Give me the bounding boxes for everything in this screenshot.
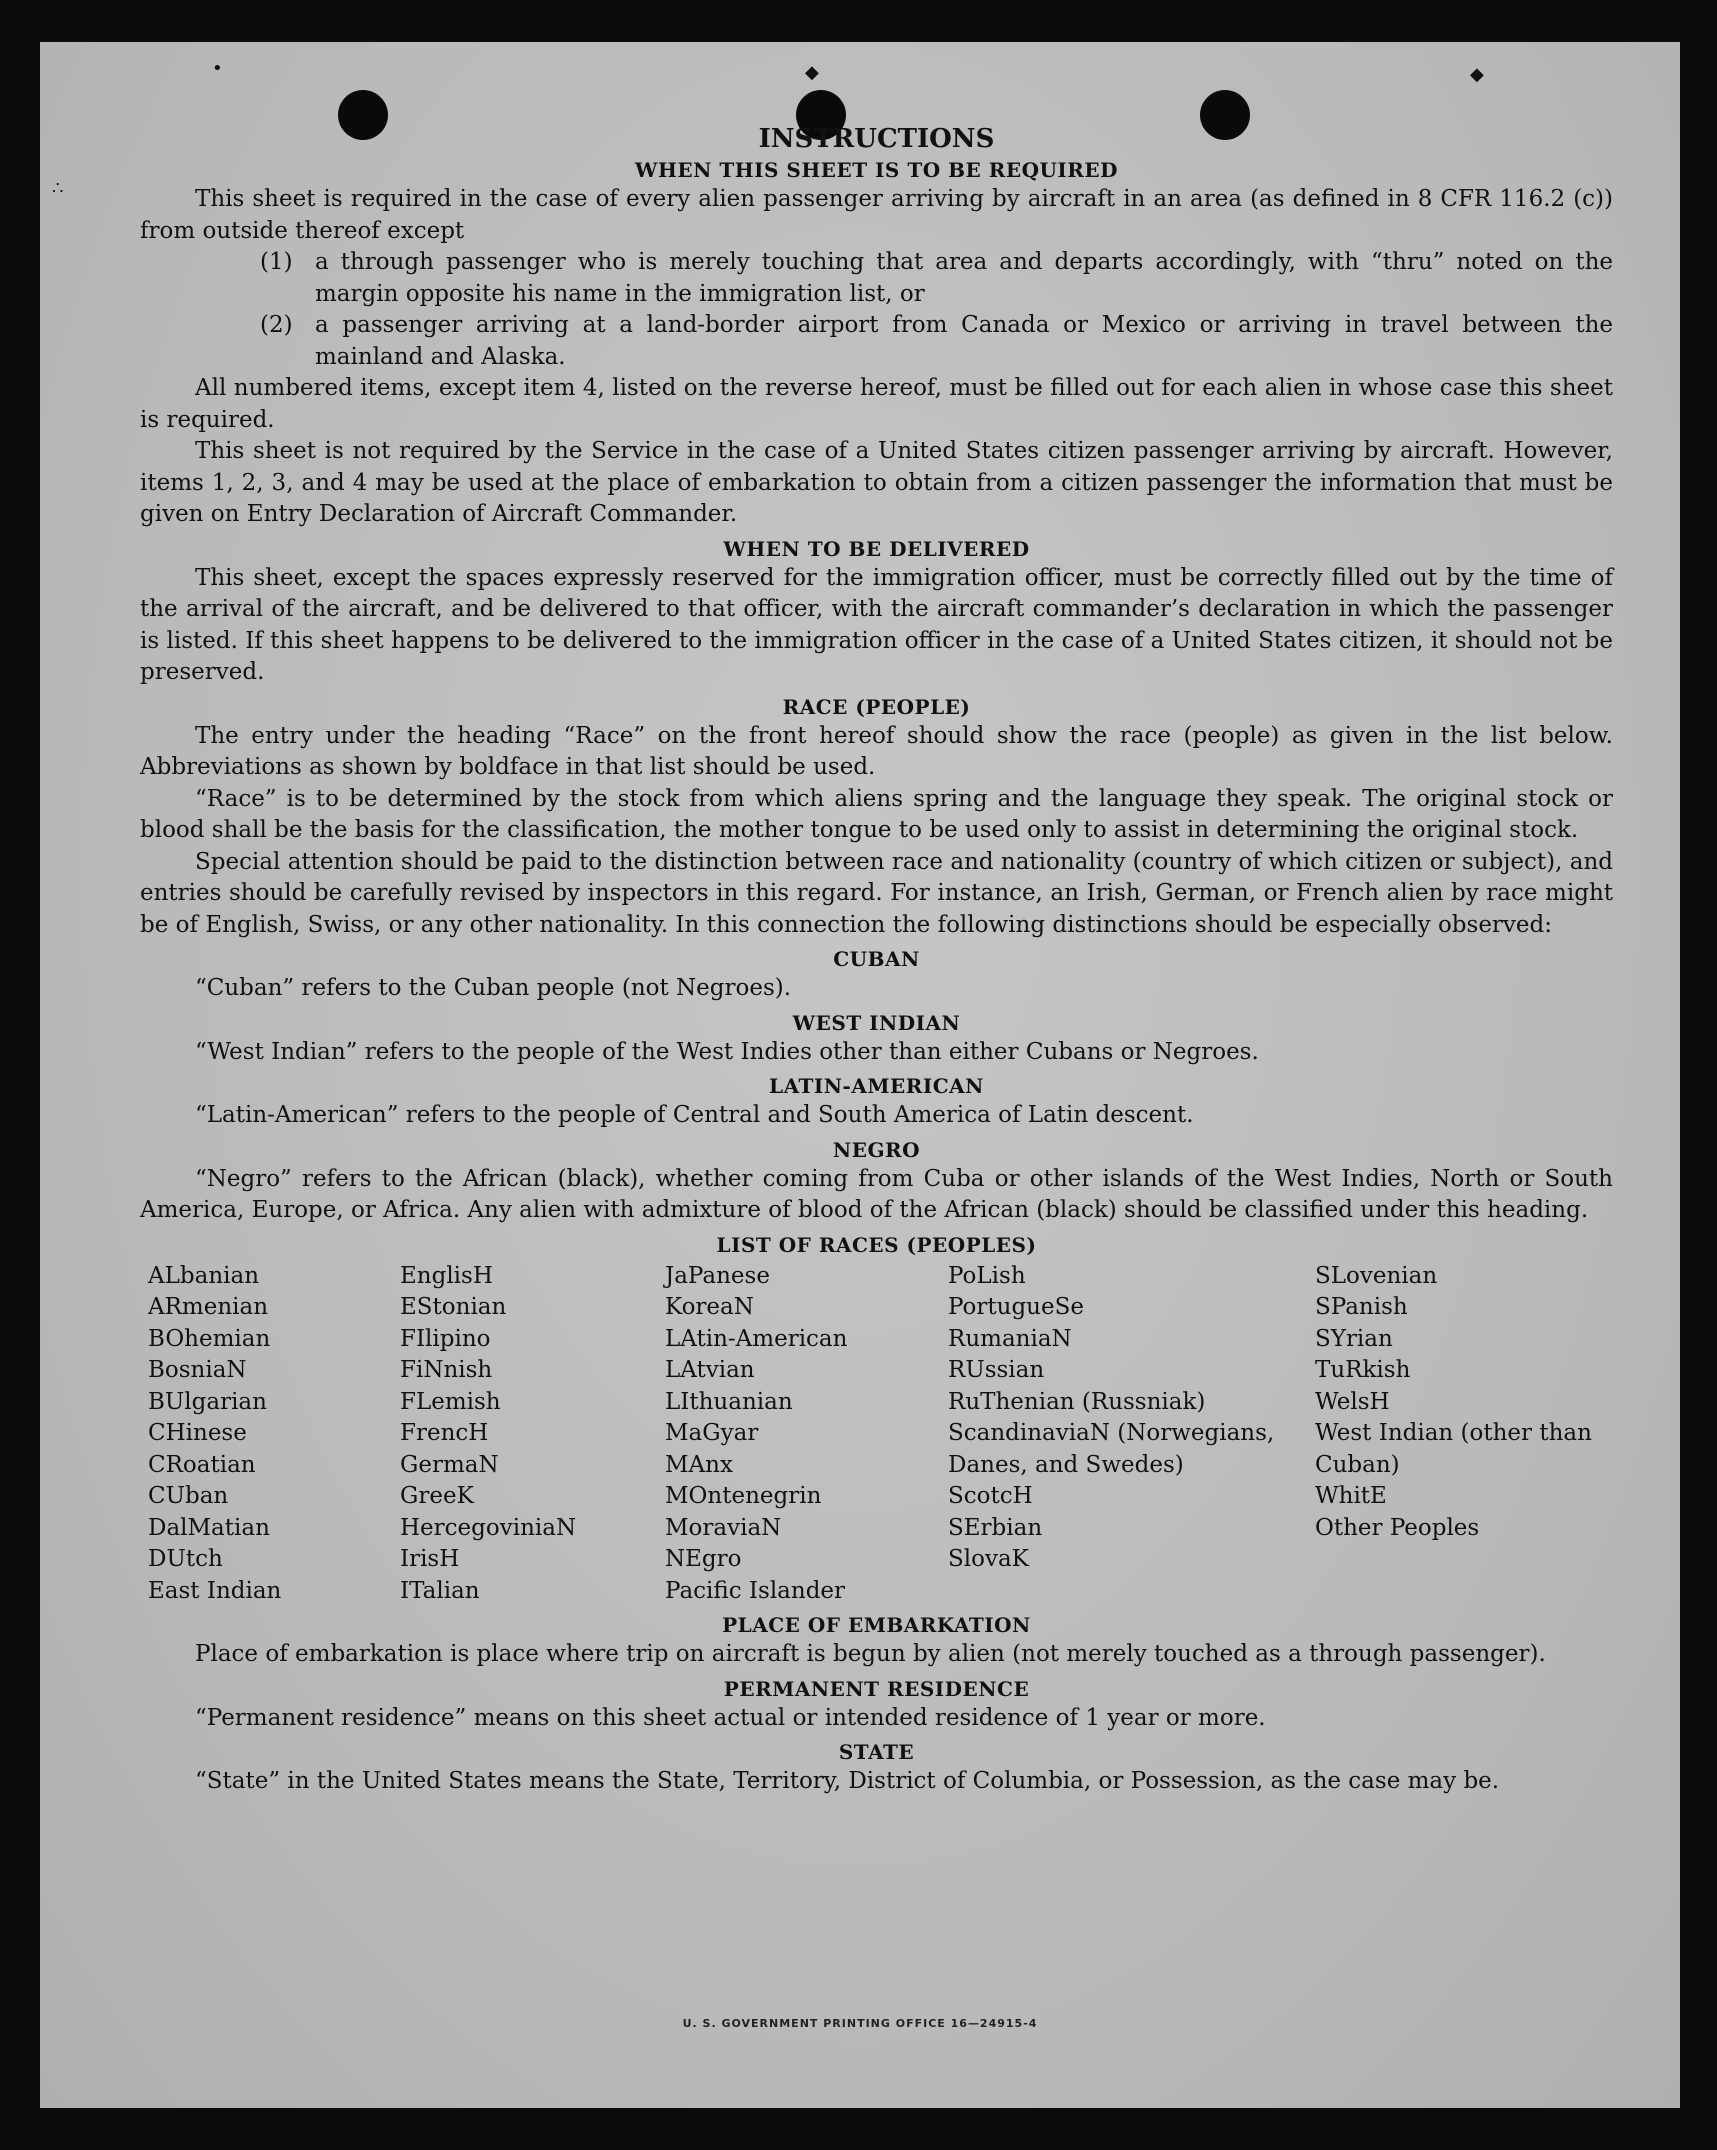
item-text: a passenger arriving at a land-border airport from Canada or Mexico or arriving in travel between the mainland and Alaska. [315, 312, 1613, 370]
race-column [665, 1261, 948, 1608]
race-item: ALbanian [148, 1262, 260, 1289]
race-item: SlovaK [948, 1546, 1029, 1572]
race-item: MoraviaN [665, 1514, 782, 1541]
citizen-paragraph: This sheet is not required by the Service in the case of a United States citizen passenger arriving by aircraft. However, items 1, 2, 3, and 4 may be used at the place of embarkation to obtain from a citizen passenger the information that must be given on Entry Declaration of Aircraft Commander. [140, 438, 1613, 527]
item-number: (1) [260, 249, 293, 275]
heading-state: STATE [838, 1740, 915, 1764]
latin-american-paragraph: “Latin-American” refers to the people of Central and South America of Latin descent. [195, 1102, 1194, 1128]
heading-place-of-embarkation: PLACE OF EMBARKATION [722, 1613, 1031, 1637]
race-item: BosniaN [148, 1357, 247, 1383]
race-item: ITalian [400, 1577, 480, 1604]
heading-when-required: WHEN THIS SHEET IS TO BE REQUIRED [635, 158, 1118, 182]
race-column [1315, 1261, 1621, 1608]
ink-speck: ◆ [1470, 64, 1484, 85]
heading-negro: NEGRO [832, 1137, 921, 1162]
race-item: GreeK [400, 1483, 474, 1509]
race-item: DalMatian [148, 1514, 270, 1541]
item-text: a through passenger who is merely touching that area and departs accordingly, with “thru” noted on the margin opposite his name in the immigration list, or [315, 249, 1613, 307]
race-item: PortugueSe [948, 1294, 1084, 1320]
race-item: KoreaN [665, 1294, 754, 1320]
race-item: MAnx [665, 1451, 733, 1478]
race-item: SYrian [1315, 1325, 1393, 1352]
race-item: LAtin-American [665, 1325, 848, 1352]
race-item: GermaN [400, 1451, 499, 1478]
negro-paragraph: “Negro” refers to the African (black), whether coming from Cuba or other islands of the West Indies, North or South America, Europe, or Africa. Any alien with admixture of blood of the African (black) should be classified under this heading. [140, 1165, 1613, 1223]
heading-when-delivered: WHEN TO BE DELIVERED [723, 536, 1030, 561]
race-item: WelsH [1315, 1388, 1390, 1415]
printer-imprint: U. S. GOVERNMENT PRINTING OFFICE 16—24915-4 [682, 2017, 1038, 2030]
race-paragraph-1: The entry under the heading “Race” on the front hereof should show the race (people) as given in the list below. Abbreviations as shown by boldface in that list should be used. [140, 722, 1613, 780]
race-item: RUssian [948, 1357, 1045, 1383]
race-item: FLemish [400, 1388, 501, 1415]
heading-race: RACE (PEOPLE) [782, 694, 971, 719]
race-item: FrencH [400, 1420, 489, 1446]
race-item: NEgro [665, 1546, 742, 1572]
race-item: MOntenegrin [665, 1483, 822, 1509]
west-indian-paragraph: “West Indian” refers to the people of the West Indies other than either Cubans or Negroes. [195, 1038, 1259, 1065]
race-item: DUtch [148, 1546, 223, 1572]
document-sheet [40, 42, 1680, 2108]
race-item: ARmenian [148, 1294, 269, 1320]
heading-permanent-residence: PERMANENT RESIDENCE [723, 1676, 1030, 1701]
delivered-paragraph: This sheet, except the spaces expressly reserved for the immigration officer, must be correctly filled out by the time of the arrival of the aircraft, and be delivered to that officer, with the aircraft commander’s declaration in which the passenger is listed. If this sheet happens to be delivered to the immigration officer in the case of a United States citizen, it should not be preserved. [140, 564, 1613, 685]
race-paragraph-2: “Race” is to be determined by the stock from which aliens spring and the language they speak. The original stock or blood shall be the basis for the classification, the mother tongue to be used only to assist in determining the original stock. [140, 785, 1613, 843]
required-intro: This sheet is required in the case of every alien passenger arriving by aircraft in an area (as defined in 8 CFR 116.2 (c)) from outside thereof except [140, 186, 1613, 244]
race-item: CRoatian [148, 1451, 256, 1478]
page-title: INSTRUCTIONS [758, 124, 995, 154]
race-item: Pacific Islander [665, 1577, 846, 1604]
race-item: ScotcH [948, 1483, 1033, 1509]
race-column [400, 1261, 665, 1608]
race-item: Other Peoples [1315, 1514, 1480, 1541]
race-item: RumaniaN [948, 1325, 1072, 1352]
numbered-items-paragraph: All numbered items, except item 4, listed on the reverse hereof, must be filled out for each alien in whose case this sheet is required. [140, 375, 1613, 433]
ink-speck: • [212, 58, 223, 79]
race-item: PoLish [948, 1262, 1026, 1289]
race-column [148, 1261, 400, 1608]
race-item: FiNnish [400, 1357, 493, 1383]
heading-list-of-races: LIST OF RACES (PEOPLES) [716, 1232, 1037, 1257]
race-item: JaPanese [665, 1262, 770, 1289]
ink-speck: ∴ [52, 178, 64, 199]
heading-west-indian: WEST INDIAN [792, 1010, 961, 1035]
race-item: RuThenian (Russniak) [948, 1388, 1206, 1415]
exception-item-2 [140, 310, 1613, 373]
item-number: (2) [260, 312, 293, 338]
embarkation-paragraph: Place of embarkation is place where trip on aircraft is begun by alien (not merely touched as a through passenger). [195, 1641, 1546, 1667]
race-item: BOhemian [148, 1325, 271, 1352]
residence-paragraph: “Permanent residence” means on this sheet actual or intended residence of 1 year or more. [195, 1704, 1266, 1731]
race-item: EnglisH [400, 1262, 493, 1289]
state-paragraph: “State” in the United States means the State, Territory, District of Columbia, or Possession, as the case may be. [195, 1768, 1500, 1794]
race-item: MaGyar [665, 1420, 759, 1446]
race-list [148, 1261, 1613, 1608]
race-item: CHinese [148, 1420, 247, 1446]
race-item: SErbian [948, 1514, 1043, 1541]
race-item: West Indian (other than Cuban) [1315, 1420, 1592, 1478]
race-item: East Indian [148, 1577, 282, 1604]
race-item: TuRkish [1315, 1357, 1411, 1383]
race-item: FIlipino [400, 1325, 491, 1352]
race-item: ScandinaviaN (Norwegians, Danes, and Swedes) [948, 1420, 1275, 1478]
race-item: IrisH [400, 1546, 460, 1572]
race-item: EStonian [400, 1294, 507, 1320]
race-item: LAtvian [665, 1357, 755, 1383]
race-item: LIthuanian [665, 1388, 793, 1415]
heading-latin-american: LATIN-AMERICAN [769, 1074, 984, 1098]
ink-speck: ◆ [805, 62, 819, 83]
race-item: HercegoviniaN [400, 1514, 577, 1541]
cuban-paragraph: “Cuban” refers to the Cuban people (not Negroes). [195, 975, 792, 1001]
race-item: CUban [148, 1483, 229, 1509]
race-paragraph-3: Special attention should be paid to the distinction between race and nationality (country of which citizen or subject), and entries should be carefully revised by inspectors in this regard. For instance, an Irish, German, or French alien by race might be of English, Swiss, or any other nationality. In this connection the following distinctions should be especially observed: [140, 848, 1613, 938]
instructions-body [140, 122, 1613, 1798]
race-item: BUlgarian [148, 1388, 267, 1415]
exception-item-1 [140, 247, 1613, 310]
heading-cuban: CUBAN [833, 947, 920, 971]
race-column [948, 1261, 1315, 1608]
race-item: SLovenian [1315, 1262, 1438, 1289]
race-item: WhitE [1315, 1483, 1387, 1509]
race-item: SPanish [1315, 1294, 1408, 1320]
